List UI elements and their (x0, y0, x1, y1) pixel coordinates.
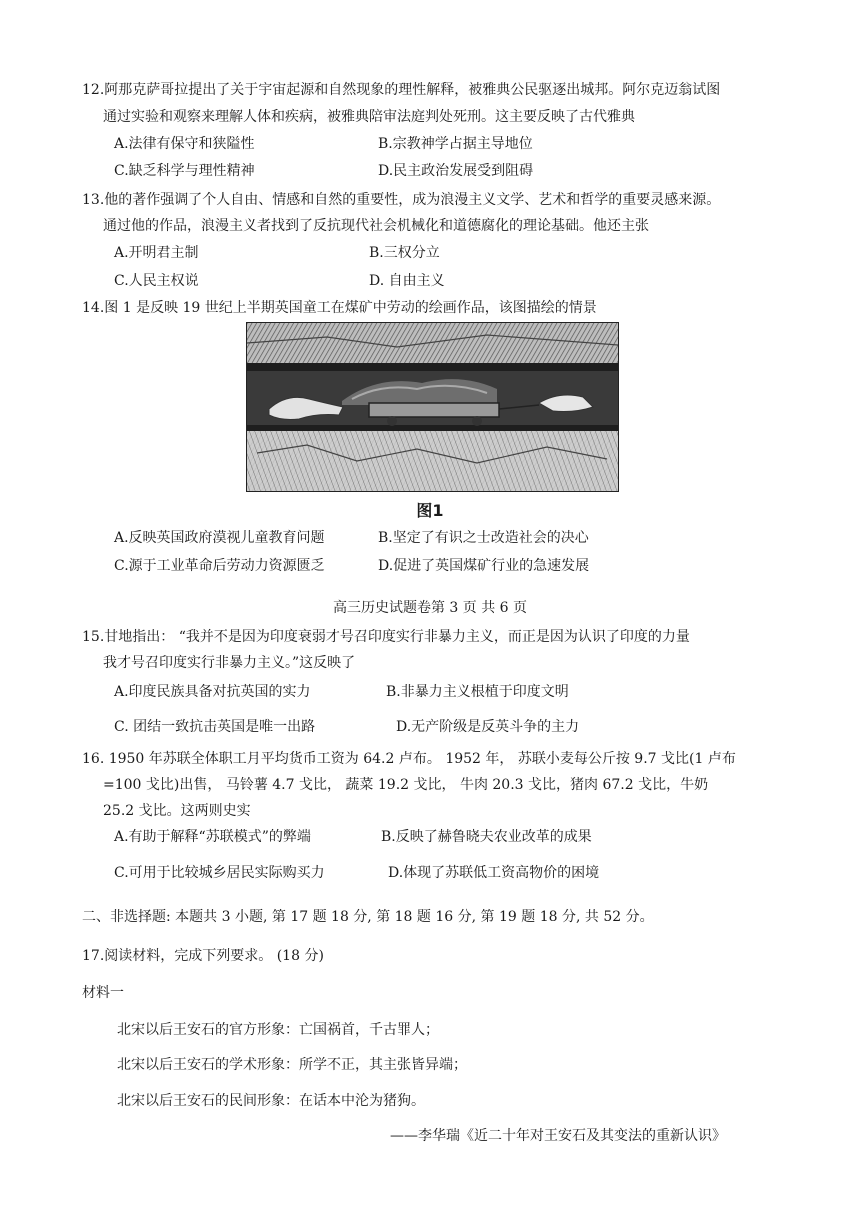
q12-option-b: B.宗教神学占据主导地位 (378, 136, 533, 152)
q15-option-b: B.非暴力主义根植于印度文明 (386, 684, 569, 700)
q17-material-line-3: 北宋以后王安石的民间形象：在话本中沦为猪狗。 (117, 1093, 425, 1109)
mine-engraving-image (247, 323, 618, 491)
q13-stem-line-2: 通过他的作品，浪漫主义者找到了反抗现代社会机械化和道德腐化的理论基础。他还主张 (103, 218, 649, 234)
q16-stem-line-2: =100 戈比)出售， 马铃薯 4.7 戈比， 蔬菜 19.2 戈比， 牛肉 20.3 戈比，猪肉 67.2 戈比，牛奶 (103, 777, 709, 793)
q13-stem-line-1: 13.他的著作强调了个人自由、情感和自然的重要性，成为浪漫主义文学、艺术和哲学的重要灵感来源。 (82, 192, 721, 208)
q14-stem-line-1: 14.图 1 是反映 19 世纪上半期英国童工在煤矿中劳动的绘画作品，该图描绘的情景 (82, 300, 597, 316)
q12-option-a: A.法律有保守和狭隘性 (114, 136, 255, 152)
q15-stem-line-2: 我才号召印度实行非暴力主义。”这反映了 (103, 655, 356, 671)
q12-option-d: D.民主政治发展受到阻碍 (378, 163, 534, 179)
q14-option-d: D.促进了英国煤矿行业的急速发展 (378, 558, 590, 574)
q15-option-c: C. 团结一致抗击英国是唯一出路 (114, 719, 316, 735)
q17-material-line-2: 北宋以后王安石的学术形象：所学不正，其主张皆异端； (117, 1057, 467, 1073)
q13-option-a: A.开明君主制 (114, 245, 199, 261)
q14-option-a: A.反映英国政府漠视儿童教育问题 (114, 530, 325, 546)
q17-stem: 17.阅读材料，完成下列要求。 (18 分) (82, 948, 324, 964)
q15-option-a: A.印度民族具备对抗英国的实力 (114, 684, 311, 700)
q15-stem-line-1: 15.甘地指出： “我并不是因为印度衰弱才号召印度实行非暴力主义，而正是因为认识了印度的力量 (82, 629, 690, 645)
q16-option-c: C.可用于比较城乡居民实际购买力 (114, 865, 325, 881)
q12-stem-line-2: 通过实验和观察来理解人体和疾病，被雅典陪审法庭判处死刑。这主要反映了古代雅典 (103, 109, 635, 125)
q13-option-b: B.三权分立 (369, 245, 440, 261)
page-footer: 高三历史试题卷第 3 页 共 6 页 (332, 600, 528, 616)
q13-option-d: D. 自由主义 (369, 273, 445, 289)
q13-option-c: C.人民主权说 (114, 273, 199, 289)
q16-option-d: D.体现了苏联低工资高物价的困境 (388, 865, 600, 881)
q14-option-b: B.坚定了有识之士改造社会的决心 (378, 530, 589, 546)
q14-option-c: C.源于工业革命后劳动力资源匮乏 (114, 558, 325, 574)
q15-option-d: D.无产阶级是反英斗争的主力 (396, 719, 580, 735)
figure-caption: 图1 (416, 501, 444, 520)
q12-option-c: C.缺乏科学与理性精神 (114, 163, 255, 179)
q16-stem-line-3: 25.2 戈比。这两则史实 (103, 803, 251, 819)
coal-mine-child-labor-illustration (246, 322, 619, 492)
q17-citation: ——李华瑞《近二十年对王安石及其变法的重新认识》 (390, 1128, 726, 1144)
q17-material-label: 材料一 (82, 985, 124, 1001)
q16-option-a: A.有助于解释“苏联模式”的弊端 (114, 829, 311, 845)
q12-stem-line-1: 12.阿那克萨哥拉提出了关于宇宙起源和自然现象的理性解释，被雅典公民驱逐出城邦。阿尔克迈翁试图 (82, 82, 721, 98)
q16-option-b: B.反映了赫鲁晓夫农业改革的成果 (381, 829, 592, 845)
section-2-heading: 二、非选择题: 本题共 3 小题, 第 17 题 18 分, 第 18 题 16 分, 第 19 题 18 分, 共 52 分。 (82, 909, 654, 925)
q17-material-line-1: 北宋以后王安石的官方形象：亡国祸首，千古罪人； (117, 1022, 439, 1038)
q16-stem-line-1: 16. 1950 年苏联全体职工月平均货币工资为 64.2 卢布。 1952 年， 苏联小麦每公斤按 9.7 戈比(1 卢布 (82, 751, 736, 767)
